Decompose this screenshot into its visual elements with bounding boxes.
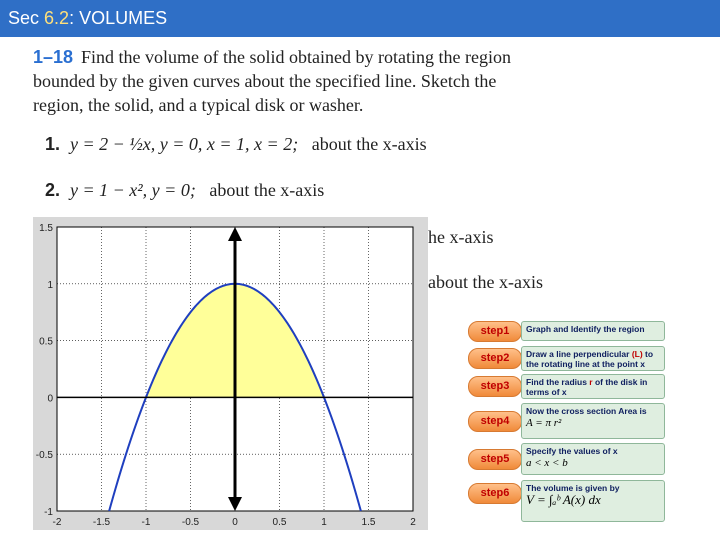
step1-box bbox=[521, 321, 665, 341]
page-title bbox=[8, 8, 167, 29]
step3-text-a: Find the radius bbox=[526, 377, 590, 387]
problem-4-partial: about the x-axis bbox=[428, 272, 543, 292]
steps-panel bbox=[455, 315, 675, 530]
problem-axis: about the x-axis bbox=[209, 180, 325, 200]
x-tick-label: 1.5 bbox=[361, 517, 376, 528]
section-label: Sec bbox=[8, 8, 45, 28]
x-tick-label: -1 bbox=[141, 517, 151, 528]
y-tick-label: 0 bbox=[47, 393, 53, 405]
problem-expression: y = 2 − ½x, y = 0, x = 1, x = 2; bbox=[70, 134, 299, 154]
step5-button[interactable]: step5 bbox=[468, 449, 522, 470]
step3-text-b: of the disk in terms of x bbox=[526, 377, 648, 397]
step1-text: Graph and Identify the region bbox=[526, 324, 645, 334]
y-tick-label: 1.5 bbox=[39, 223, 53, 234]
step4-text: Now the cross section Area is bbox=[526, 406, 647, 416]
y-tick-label: -0.5 bbox=[35, 450, 53, 462]
problem-range: 1–18 bbox=[33, 47, 74, 67]
problem-intro bbox=[33, 45, 511, 117]
step2-box bbox=[521, 346, 665, 371]
step3-highlight: r bbox=[589, 377, 593, 387]
problem-number: 2. bbox=[45, 180, 61, 200]
title-bar bbox=[0, 0, 720, 37]
step2-button[interactable]: step2 bbox=[468, 348, 522, 369]
problem-number: 1. bbox=[45, 134, 61, 154]
problem-axis: about the x-axis bbox=[311, 134, 427, 154]
intro-text-1: Find the volume of the solid obtained by rotating the region bbox=[81, 47, 511, 67]
x-tick-label: 0.5 bbox=[272, 517, 287, 528]
step2-text-a: Draw a line perpendicular bbox=[526, 349, 632, 359]
x-tick-label: 2 bbox=[410, 517, 416, 528]
step3-button[interactable]: step3 bbox=[468, 376, 522, 397]
x-tick-label: 0 bbox=[232, 517, 238, 528]
y-tick-label: -1 bbox=[44, 507, 53, 518]
y-tick-label: 1 bbox=[47, 279, 53, 291]
x-tick-label: -0.5 bbox=[181, 517, 200, 528]
step5-text: Specify the values of x bbox=[526, 446, 618, 456]
problem-2 bbox=[45, 180, 324, 201]
area-formula: A = π r² bbox=[526, 417, 562, 429]
intro-line-2: bounded by the given curves about the specified line. Sketch the bbox=[33, 71, 497, 91]
volume-formula: V = ∫ₐᵇ A(x) dx bbox=[526, 492, 601, 507]
step6-box bbox=[521, 480, 665, 522]
section-topic: : VOLUMES bbox=[69, 8, 168, 28]
x-tick-label: -1.5 bbox=[92, 517, 111, 528]
step2-highlight: (L) bbox=[631, 349, 643, 359]
step4-box bbox=[521, 403, 665, 439]
intro-line-3: region, the solid, and a typical disk or washer. bbox=[33, 95, 364, 115]
y-tick-label: 0.5 bbox=[39, 336, 53, 348]
step4-button[interactable]: step4 bbox=[468, 411, 522, 432]
section-number: 6.2 bbox=[44, 8, 70, 28]
step1-button[interactable]: step1 bbox=[468, 321, 522, 342]
plot-area bbox=[33, 217, 428, 530]
problem-expression: y = 1 − x², y = 0; bbox=[70, 180, 196, 200]
problem-3-partial: he x-axis bbox=[428, 227, 494, 247]
step6-text: The volume is given by bbox=[526, 483, 620, 493]
step6-button[interactable]: step6 bbox=[468, 483, 522, 504]
bounds-formula: a < x < b bbox=[526, 457, 568, 469]
intro-line-1 bbox=[33, 45, 511, 69]
step3-box bbox=[521, 374, 665, 399]
x-tick-label: 1 bbox=[321, 517, 327, 528]
x-tick-label: -2 bbox=[52, 517, 62, 528]
problem-1 bbox=[45, 134, 427, 155]
chart-svg bbox=[33, 217, 428, 530]
step2-text-b: to the rotating line at the point x bbox=[526, 349, 654, 369]
step5-box bbox=[521, 443, 665, 475]
